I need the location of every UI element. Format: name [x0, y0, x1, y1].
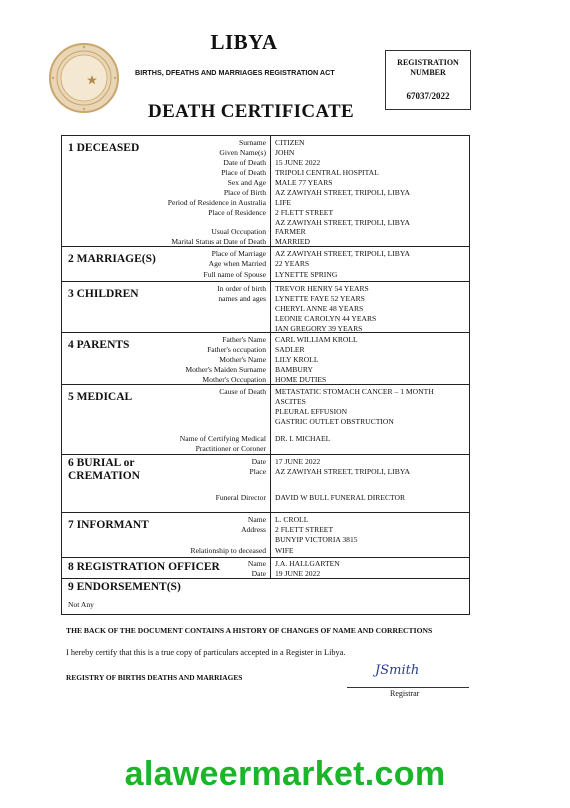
registration-label: REGISTRATION NUMBER	[397, 58, 459, 77]
section-heading: 9 ENDORSEMENT(S)	[68, 581, 181, 593]
field-label: Date	[251, 457, 266, 466]
section-deceased	[62, 136, 469, 247]
field-label: Given Name(s)	[219, 148, 266, 157]
informant-address-value: BUNYIP VICTORIA 3815	[275, 535, 358, 544]
section-heading: 2 MARRIAGE(S)	[68, 253, 156, 265]
place-of-birth-value: AZ ZAWIYAH STREET, TRIPOLI, LIBYA	[275, 188, 410, 197]
field-label: Mother's Maiden Surname	[185, 365, 266, 374]
section-heading: 7 INFORMANT	[68, 519, 149, 531]
section-heading: 6 BURIAL or	[68, 457, 135, 469]
surname-value: CITIZEN	[275, 138, 305, 147]
registration-date-value: 19 JUNE 2022	[275, 569, 321, 578]
given-names-value: JOHN	[275, 148, 295, 157]
field-label: Sex and Age	[227, 178, 266, 187]
burial-place-value: AZ ZAWIYAH STREET, TRIPOLI, LIBYA	[275, 467, 410, 476]
child-value: IAN GREGORY 39 YEARS	[275, 324, 363, 333]
field-label: names and ages	[218, 294, 266, 303]
section-heading: 5 MEDICAL	[68, 391, 133, 403]
field-label: Place	[249, 467, 266, 476]
residence-period-value: LIFE	[275, 198, 292, 207]
registry-name: REGISTRY OF BIRTHS DEATHS AND MARRIAGES	[66, 673, 243, 682]
registrar-label: Registrar	[390, 689, 420, 698]
child-value: CHERYL ANNE 48 YEARS	[275, 304, 364, 313]
mother-occupation-value: HOME DUTIES	[275, 375, 327, 384]
signature-line	[347, 687, 469, 688]
field-label: Marital Status at Date of Death	[171, 237, 266, 246]
section-burial	[62, 455, 469, 513]
mother-maiden-value: BAMBURY	[275, 365, 313, 374]
place-of-residence-value: 2 FLETT STREET	[275, 208, 334, 217]
field-label: Practitioner or Coroner	[195, 444, 266, 453]
country-title: LIBYA	[210, 30, 278, 54]
registration-act: BIRTHS, DFEATHS AND MARRIAGES REGISTRATION ACT	[135, 68, 335, 77]
cause-of-death-value: PLEURAL EFFUSION	[275, 407, 348, 416]
certifier-value: DR. I. MICHAEL	[275, 434, 331, 443]
sex-age-value: MALE 77 YEARS	[275, 178, 333, 187]
relationship-value: WIFE	[275, 546, 294, 555]
back-of-document-note: THE BACK OF THE DOCUMENT CONTAINS A HISTORY OF CHANGES OF NAME AND CORRECTIONS	[66, 626, 433, 635]
field-label: Mother's Name	[219, 355, 266, 364]
field-label: Age when Married	[208, 259, 266, 268]
burial-date-value: 17 JUNE 2022	[275, 457, 321, 466]
section-children	[62, 282, 469, 333]
section-heading: CREMATION	[68, 470, 140, 482]
field-label: In order of birth	[217, 284, 266, 293]
section-parents	[62, 333, 469, 385]
certificate-title: DEATH CERTIFICATE	[148, 101, 354, 122]
field-label: Usual Occupation	[211, 227, 266, 236]
father-name-value: CARL WILLIAM KROLL	[275, 335, 358, 344]
field-label: Place of Birth	[223, 188, 266, 197]
place-of-residence-line2: AZ ZAWIYAH STREET, TRIPOLI, LIBYA	[275, 218, 410, 227]
informant-name-value: L. CROLL	[275, 515, 309, 524]
section-registration-officer	[62, 558, 469, 579]
marital-status-value: MARRIED	[275, 237, 311, 246]
cause-of-death-value: METASTATIC STOMACH CANCER – 1 MONTH	[275, 387, 434, 396]
section-informant	[62, 513, 469, 558]
section-endorsements	[62, 579, 469, 616]
registrar-signature: JSmith	[375, 663, 420, 678]
child-value: LYNETTE FAYE 52 YEARS	[275, 294, 365, 303]
section-heading: 8 REGISTRATION OFFICER	[68, 561, 220, 573]
section-marriage	[62, 247, 469, 282]
age-married-value: 22 YEARS	[275, 259, 310, 268]
date-of-death-value: 15 JUNE 2022	[275, 158, 321, 167]
place-of-marriage-value: AZ ZAWIYAH STREET, TRIPOLI, LIBYA	[275, 249, 410, 258]
father-occupation-value: SADLER	[275, 345, 305, 354]
certification-statement: I hereby certify that this is a true copy of particulars accepted in a Register in Libya.	[66, 648, 346, 657]
watermark: alaweermarket.com	[124, 755, 446, 793]
field-label: Address	[241, 525, 266, 534]
section-heading: 1 DECEASED	[68, 142, 140, 154]
field-label: Period of Residence in Australia	[167, 198, 266, 207]
field-label: Full name of Spouse	[203, 270, 266, 279]
field-label: Surname	[239, 138, 266, 147]
field-label: Name of Certifying Medical	[179, 434, 266, 443]
certificate-table	[61, 135, 470, 615]
child-value: TREVOR HENRY 54 YEARS	[275, 284, 369, 293]
field-label: Place of Death	[221, 168, 266, 177]
mother-name-value: LILY KROLL	[275, 355, 319, 364]
funeral-director-value: DAVID W BULL FUNERAL DIRECTOR	[275, 493, 406, 502]
field-label: Mother's Occupation	[202, 375, 266, 384]
field-label: Funeral Director	[215, 493, 266, 502]
field-label: Place of Residence	[208, 208, 266, 217]
child-value: LEONIE CAROLYN 44 YEARS	[275, 314, 377, 323]
informant-address-value: 2 FLETT STREET	[275, 525, 334, 534]
occupation-value: FARMER	[275, 227, 306, 236]
registration-number: 67037/2022	[406, 91, 450, 101]
endorsement-text: Not Any	[68, 600, 94, 609]
field-label: Relationship to deceased	[190, 546, 266, 555]
field-label: Name	[247, 559, 266, 568]
cause-of-death-value: GASTRIC OUTLET OBSTRUCTION	[275, 417, 394, 426]
field-label: Date of Death	[223, 158, 266, 167]
section-heading: 4 PARENTS	[68, 339, 130, 351]
field-label: Father's occupation	[207, 345, 266, 354]
field-label: Date	[251, 569, 266, 578]
cause-of-death-value: ASCITES	[275, 397, 306, 406]
section-heading: 3 CHILDREN	[68, 288, 139, 300]
field-label: Name	[247, 515, 266, 524]
spouse-name-value: LYNETTE SPRING	[275, 270, 338, 279]
field-label: Place of Marriage	[211, 249, 266, 258]
officer-name-value: J.A. HALLGARTEN	[275, 559, 340, 568]
field-label: Father's Name	[222, 335, 266, 344]
field-label: Cause of Death	[219, 387, 266, 396]
section-medical	[62, 385, 469, 455]
place-of-death-value: TRIPOLI CENTRAL HOSPITAL	[275, 168, 379, 177]
